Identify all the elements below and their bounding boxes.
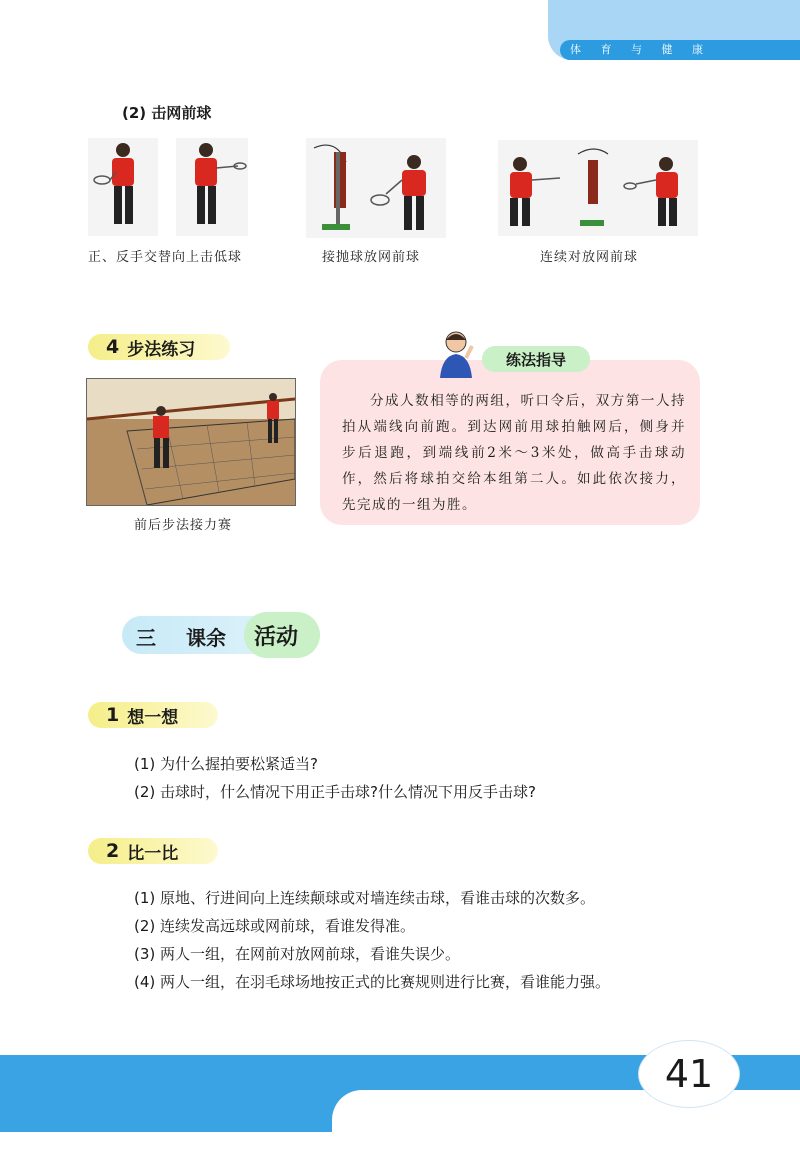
section-pill xyxy=(88,334,230,360)
list-item xyxy=(134,914,415,938)
list-text: 两人一组，在网前对放网前球，看谁失误少。 xyxy=(160,945,461,963)
list-marker: (1) xyxy=(134,755,156,773)
list-marker: (2) xyxy=(134,783,156,801)
footwork-photo xyxy=(86,378,296,506)
list-marker: (1) xyxy=(134,889,156,907)
teacher-icon xyxy=(436,328,476,378)
footer-tab xyxy=(332,1090,800,1150)
section-number: 1 xyxy=(106,704,120,726)
figure-caption: 正、反手交替向上击低球 xyxy=(88,250,243,265)
section-number: 4 xyxy=(106,336,120,358)
figure-caption: 连续对放网前球 xyxy=(540,250,639,265)
section-title: 步法练习 xyxy=(127,339,196,360)
section-pill xyxy=(88,702,218,728)
activities-title-b: 活动 xyxy=(254,625,299,650)
guidance-paragraph: 分成人数相等的两组，听口令后，双方第一人持拍从端线向前跑。到达网前用球拍触网后，侧身并步后退跑，到端线前2米～3米处，做高手击球动作，然后将球拍交给本组第二人。如此依次接力，先完成的一组为胜。 xyxy=(342,393,686,513)
list-item xyxy=(134,942,460,966)
guidance-text xyxy=(342,388,686,518)
photo-caption: 前后步法接力赛 xyxy=(134,518,233,533)
rally-photo xyxy=(498,140,698,236)
figure-caption: 接抛球放网前球 xyxy=(322,250,421,265)
player-photo xyxy=(88,138,158,236)
book-title: 体 育 与 健 康 xyxy=(560,40,800,60)
list-item xyxy=(134,780,536,804)
list-item xyxy=(134,886,595,910)
list-item xyxy=(134,752,318,776)
list-marker: (3) xyxy=(134,945,156,963)
part-number: 三 xyxy=(136,626,156,650)
guidance-title: 练法指导 xyxy=(482,346,590,372)
list-text: 原地、行进间向上连续颠球或对墙连续击球，看谁击球的次数多。 xyxy=(160,889,596,907)
section-title: 想一想 xyxy=(127,707,179,728)
list-text: 为什么握拍要松紧适当? xyxy=(160,755,318,773)
activities-title-a: 课余 xyxy=(186,626,226,650)
list-text: 击球时，什么情况下用正手击球?什么情况下用反手击球? xyxy=(160,783,536,801)
section-heading: (2) 击网前球 xyxy=(122,104,212,122)
player-photo xyxy=(176,138,248,236)
net-shot-photo xyxy=(306,138,446,238)
page-number: 41 xyxy=(638,1040,740,1108)
list-marker: (2) xyxy=(134,917,156,935)
list-item xyxy=(134,970,610,994)
list-text: 连续发高远球或网前球，看谁发得准。 xyxy=(160,917,416,935)
list-marker: (4) xyxy=(134,973,156,991)
section-number: 2 xyxy=(106,840,120,862)
section-pill xyxy=(88,838,218,864)
section-title: 比一比 xyxy=(127,843,179,864)
list-text: 两人一组，在羽毛球场地按正式的比赛规则进行比赛，看谁能力强。 xyxy=(160,973,611,991)
